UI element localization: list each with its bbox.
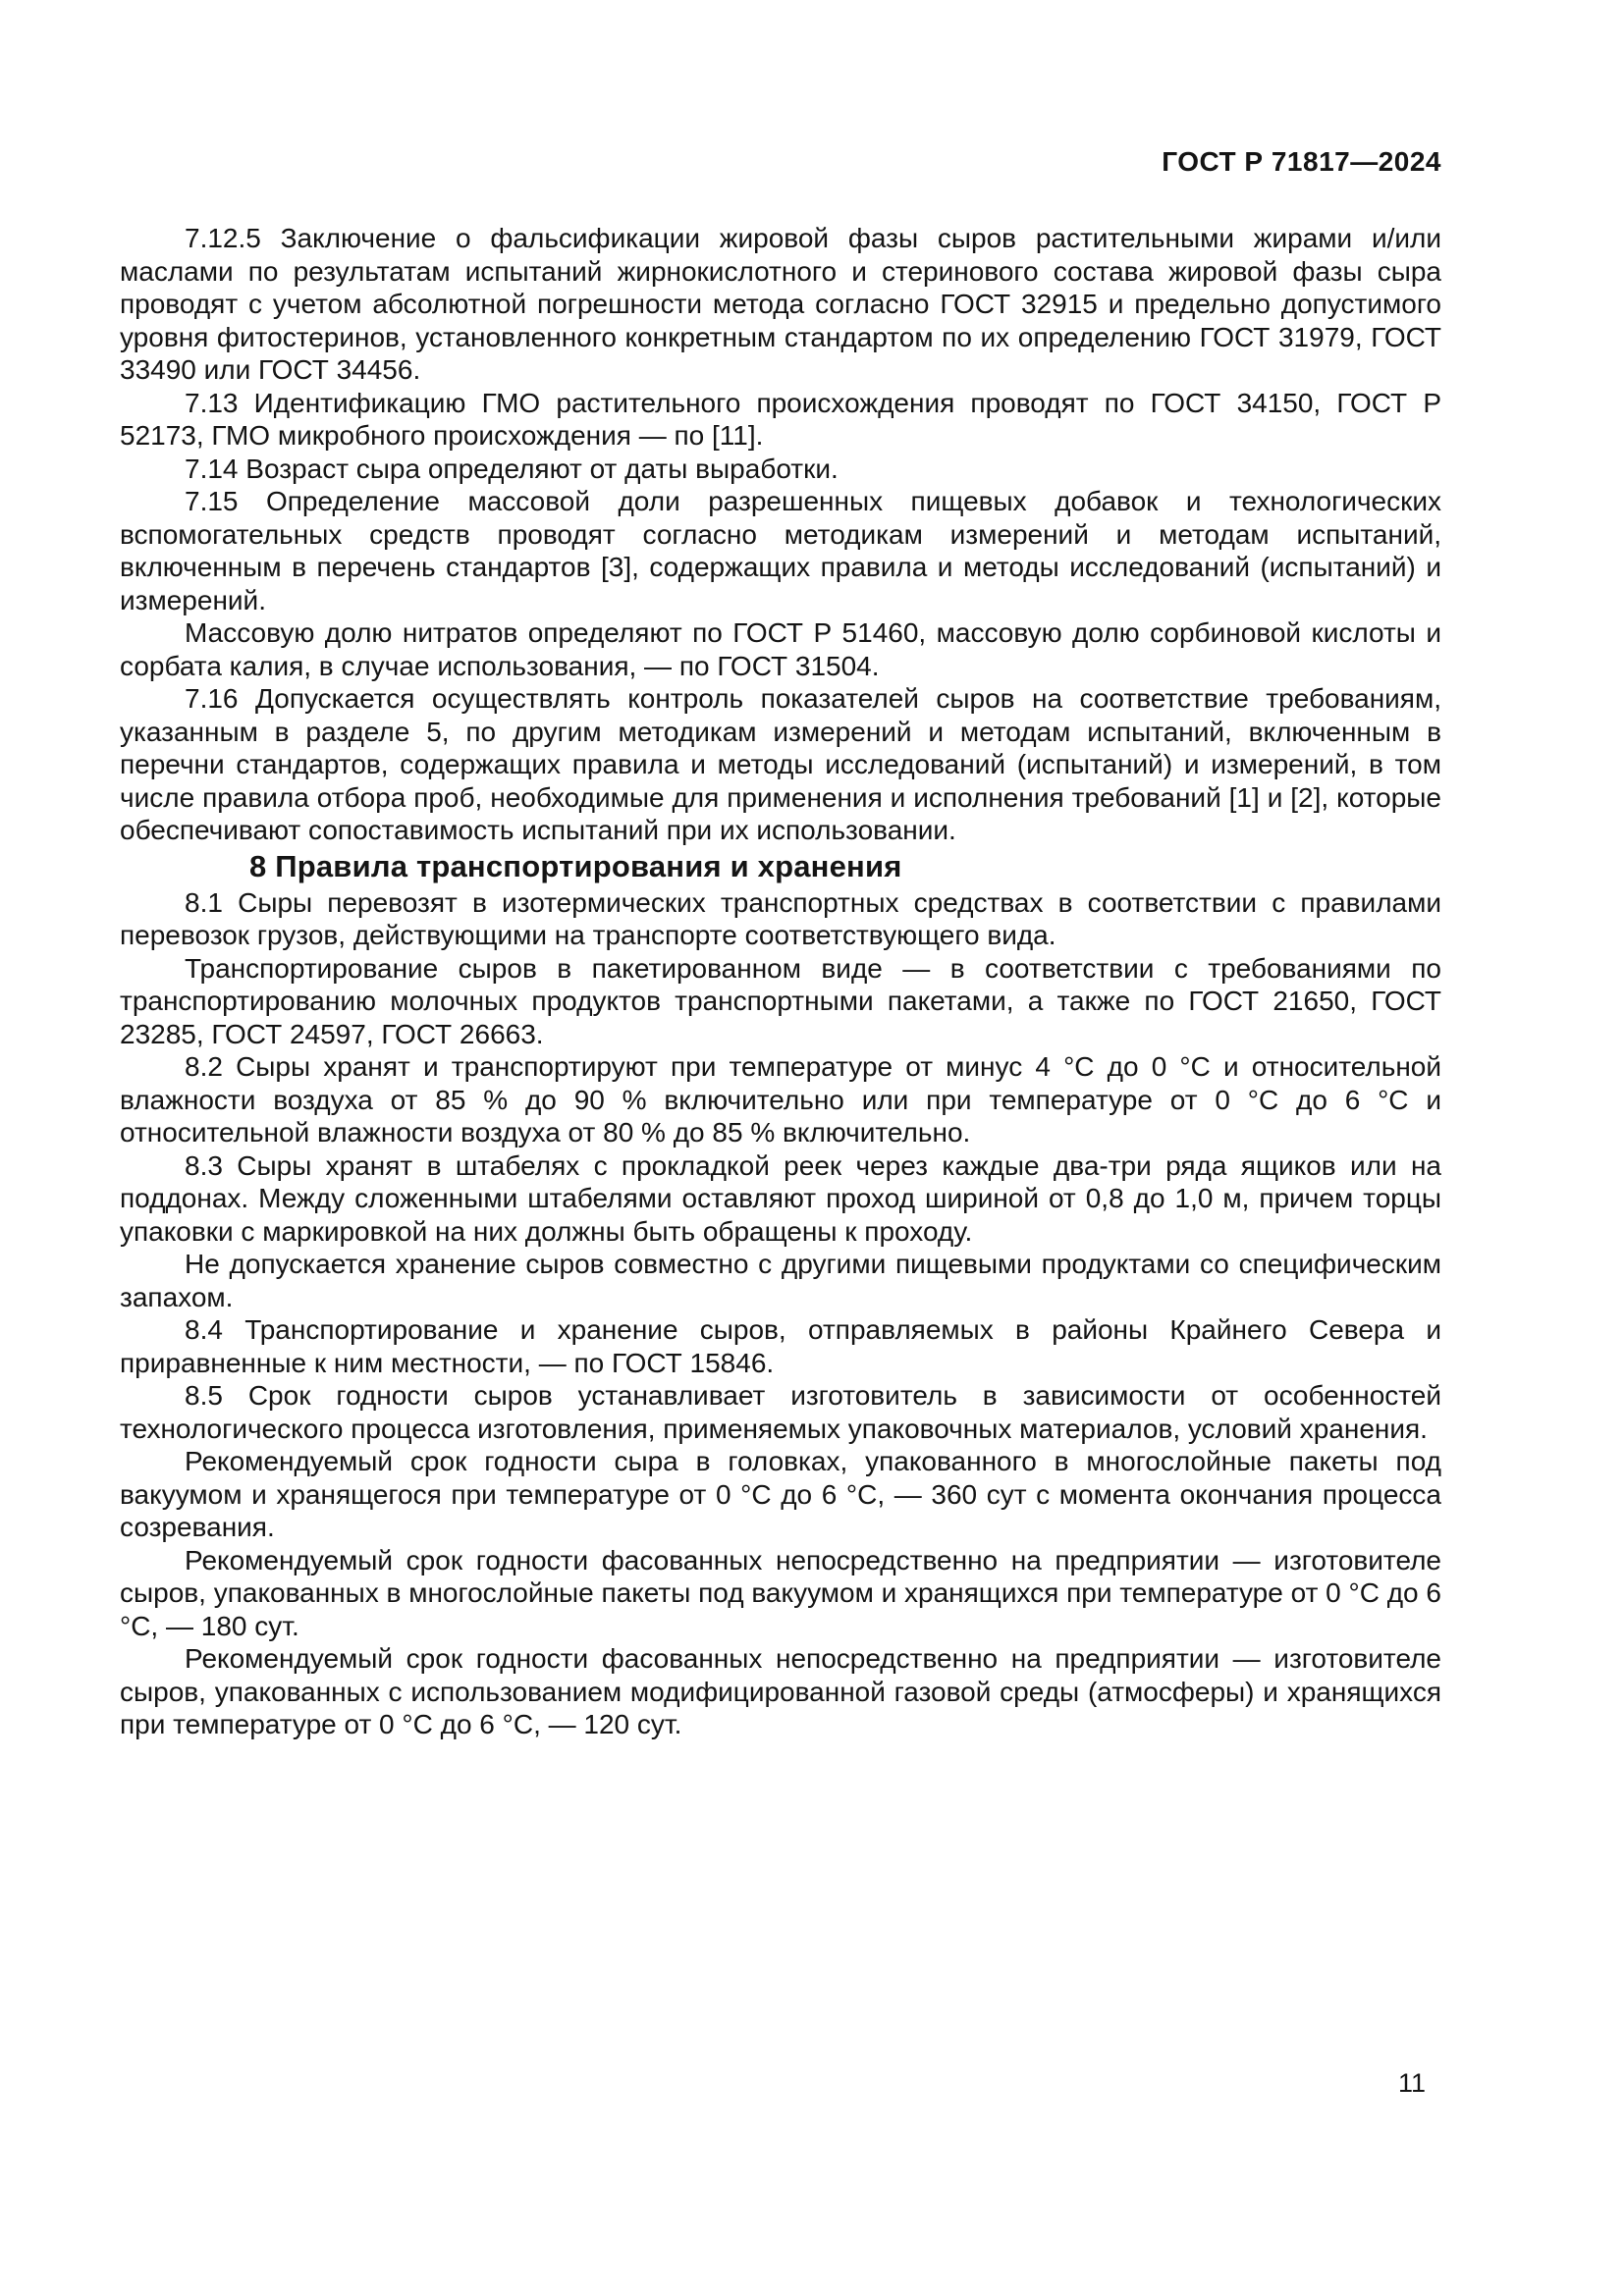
paragraph-nitrates: Массовую долю нитратов определяют по ГОСТ Р 51460, массовую долю сорбиновой кислоты и сорбата калия, в случае использования, — по ГОСТ 31504. [120,617,1441,681]
paragraph-7-16: 7.16 Допускается осуществлять контроль показателей сыров на соответствие требованиям, указанным в разделе 5, по другим методикам измерений и методам испытаний, включенным в перечни стандартов, содержащих правила и методы исследований (испытаний) и измерений, в том числе правила отбора проб, необходимые для применения и исполнения требований [1] и [2], которые обеспечивают сопоставимость испытаний при их использовании. [120,683,1441,845]
paragraph-8-3: 8.3 Сыры хранят в штабелях с прокладкой реек через каждые два-три ряда ящиков или на поддонах. Между сложенными штабелями оставляют проход шириной от 0,8 до 1,0 м, причем торцы упаковки с маркировкой на них должны быть обращены к проходу. [120,1149,1441,1247]
paragraph-7-14: 7.14 Возраст сыра определяют от даты выработки. [185,453,839,484]
page-footer [120,2067,1426,2099]
paragraph-8-1: 8.1 Сыры перевозят в изотермических транспортных средствах в соответствии с правилами перевозок грузов, действующими на транспорте соответствующего вида. [120,886,1441,950]
paragraph-shelf-life-360: Рекомендуемый срок годности сыра в головках, упакованного в многослойные пакеты под вакуумом и хранящегося при температуре от 0 °С до 6 °С, — 360 сут с момента окончания процесса созревания. [120,1446,1441,1542]
document-body [120,222,1441,1741]
page-header [120,145,1441,179]
standard-designation: ГОСТ Р 71817—2024 [1162,146,1441,177]
paragraph-8-4: 8.4 Транспортирование и хранение сыров, отправляемых в районы Крайнего Севера и приравненные к ним местности, — по ГОСТ 15846. [120,1314,1441,1378]
paragraph-8-5: 8.5 Срок годности сыров устанавливает изготовитель в зависимости от особенностей технологического процесса изготовления, применяемых упаковочных материалов, условий хранения. [120,1380,1441,1444]
paragraph-7-15: 7.15 Определение массовой доли разрешенных пищевых добавок и технологических вспомогательных средств проводят согласно методикам измерений и методам испытаний, включенным в перечень стандартов [3], содержащих правила и методы исследований (испытаний) и измерений. [120,486,1441,615]
paragraph-shelf-life-120: Рекомендуемый срок годности фасованных непосредственно на предприятии — изготовителе сыров, упакованных с использованием модифицированной газовой среды (атмосферы) и хранящихся при температуре от 0 °С до 6 °С, — 120 сут. [120,1643,1441,1739]
paragraph-transport-packaged: Транспортирование сыров в пакетированном виде — в соответствии с требованиями по транспортированию молочных продуктов транспортными пакетами, а также по ГОСТ 21650, ГОСТ 23285, ГОСТ 24597, ГОСТ 26663. [120,952,1441,1049]
paragraph-shelf-life-180: Рекомендуемый срок годности фасованных непосредственно на предприятии — изготовителе сыров, упакованных в многослойные пакеты под вакуумом и хранящихся при температуре от 0 °С до 6 °С, — 180 сут. [120,1544,1441,1641]
page-number: 11 [1397,2068,1426,2098]
section-8-heading: 8 Правила транспортирования и хранения [249,848,902,883]
paragraph-7-13: 7.13 Идентификацию ГМО растительного происхождения проводят по ГОСТ 34150, ГОСТ Р 52173, ГМО микробного происхождения — по [11]. [120,387,1441,451]
paragraph-8-2: 8.2 Сыры хранят и транспортируют при температуре от минус 4 °С до 0 °С и относительной влажности воздуха от 85 % до 90 % включительно или при температуре от 0 °С до 6 °С и относительной влажности воздуха от 80 % до 85 % включительно. [120,1051,1441,1148]
paragraph-7-12-5: 7.12.5 Заключение о фальсификации жировой фазы сыров растительными жирами и/или маслами по результатам испытаний жирнокислотного и стеринового состава жировой фазы сыра проводят с учетом абсолютной погрешности метода согласно ГОСТ 32915 и предельно допустимого уровня фитостеринов, установленного конкретным стандартом по их определению ГОСТ 31979, ГОСТ 33490 или ГОСТ 34456. [120,223,1441,385]
paragraph-odor-restriction: Не допускается хранение сыров совместно с другими пищевыми продуктами со специфическим запахом. [120,1249,1441,1312]
